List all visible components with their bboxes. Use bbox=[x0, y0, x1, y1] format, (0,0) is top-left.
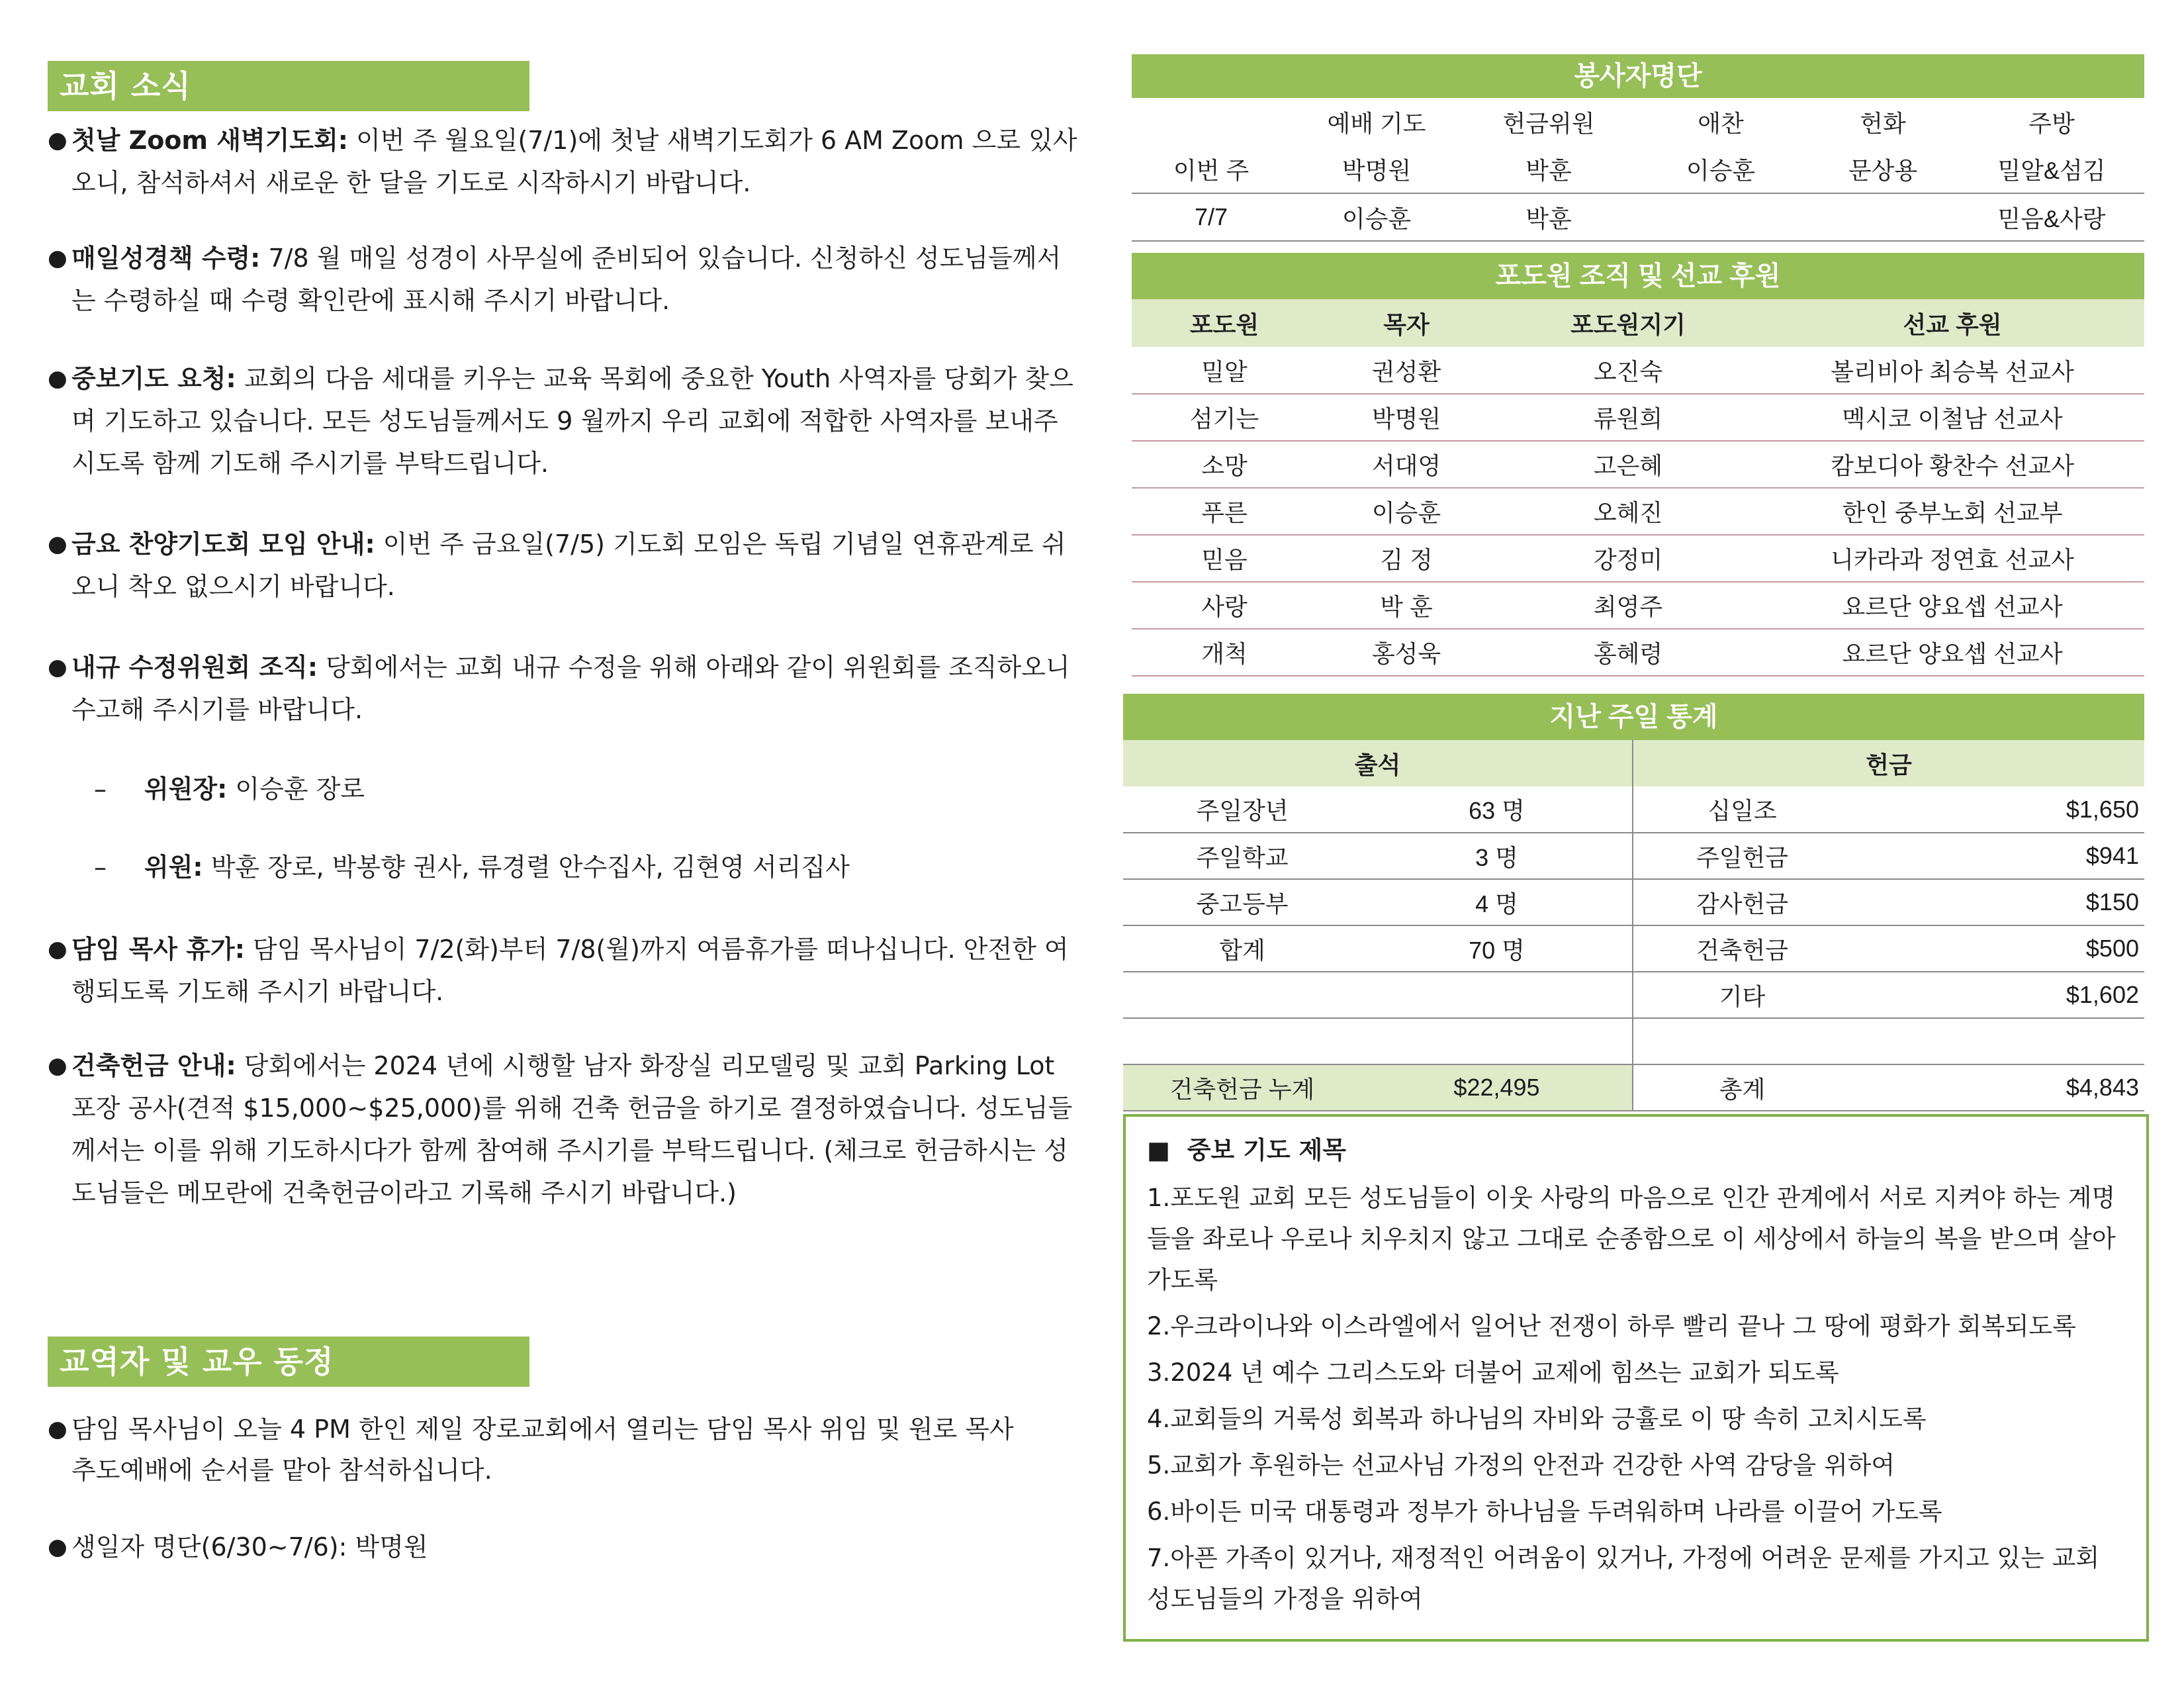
volunteers-table bbox=[1132, 98, 2144, 242]
prayer-item: 1.포도원 교회 모든 성도님들이 이웃 사랑의 마음으로 인간 관계에서 서로 지켜야 하는 계명들을 좌로나 우로나 치우치지 않고 그대로 순종함으로 이 세상에서 하늘의 복을 받으며 살아가도록 bbox=[1147, 1184, 2116, 1294]
vineyard-title: 포도원 조직 및 선교 후원 bbox=[1132, 253, 2144, 299]
table-cell: 푸른 bbox=[1132, 488, 1317, 535]
table-cell: 중고등부 bbox=[1123, 879, 1361, 925]
committee-members-label: 위원: bbox=[144, 853, 203, 882]
vineyard-header: 포도원지기 bbox=[1496, 299, 1760, 347]
table-header-row bbox=[1132, 98, 2144, 146]
volunteers-header: 애찬 bbox=[1698, 109, 1744, 137]
table-cell bbox=[1361, 972, 1633, 1018]
bullet-icon: ● bbox=[48, 1534, 68, 1560]
prayer-item: 7.아픈 가족이 있거나, 재정적인 어려움이 있거나, 가정에 어려운 문제를 가지고 있는 교회 성도님들의 가정을 위하여 bbox=[1147, 1544, 2100, 1613]
prayer-box bbox=[1123, 1114, 2149, 1642]
prayer-title: 중보 기도 제목 bbox=[1187, 1136, 1346, 1164]
table-cell: 김 정 bbox=[1317, 535, 1496, 582]
table-cell: 감사헌금 bbox=[1633, 879, 1851, 925]
news-item-head: 첫날 Zoom 새벽기도회: bbox=[71, 126, 348, 155]
prayer-item: 6.바이든 미국 대통령과 정부가 하나님을 두려워하며 나라를 이끌어 가도록 bbox=[1147, 1497, 1942, 1526]
table-row bbox=[1132, 441, 2144, 488]
table-row bbox=[1123, 925, 2144, 972]
volunteers-header: 헌화 bbox=[1860, 109, 1906, 137]
table-cell: 박명원 bbox=[1291, 146, 1463, 193]
table-cell: 요르단 양요셉 선교사 bbox=[1760, 629, 2144, 676]
table-cell bbox=[1633, 1018, 1851, 1064]
table-row bbox=[1132, 488, 2144, 535]
news-item bbox=[48, 357, 1080, 485]
prayer-item: 2.우크라이나와 이스라엘에서 일어난 전쟁이 하루 빨리 끝나 그 땅에 평화가 회복되도록 bbox=[1147, 1312, 2076, 1340]
table-cell: 멕시코 이철남 선교사 bbox=[1760, 394, 2144, 441]
table-cell bbox=[1807, 193, 1959, 241]
table-row bbox=[1123, 786, 2144, 833]
table-cell: 니카라과 정연효 선교사 bbox=[1760, 535, 2144, 582]
bullet-icon: ● bbox=[48, 127, 68, 154]
stats-title: 지난 주일 통계 bbox=[1123, 694, 2144, 740]
news-item-text: 당회에서는 2024 년에 시행할 남자 화장실 리모델링 및 교회 Parking Lot 포장 공사(견적 $15,000~$25,000)를 위해 건축 헌금을 하기로 결정하였습니다. 성도님들께서는 이를 위해 기도하시다가 함께 참여해 주시기를 부탁드립니다. (체크로 헌금하시는 성도님들은 메모란에 건축헌금이라고 기록해 주시기 바랍니다.) bbox=[71, 1051, 1073, 1207]
table-cell: 개척 bbox=[1132, 629, 1317, 676]
table-cell: 서대영 bbox=[1317, 441, 1496, 488]
bullet-icon: ● bbox=[48, 531, 68, 557]
news-item-text: 교회의 다음 세대를 키우는 교육 목회에 중요한 Youth 사역자를 당회가 찾으며 기도하고 있습니다. 모든 성도님들께서도 9 월까지 우리 교회에 적합한 사역자를 보내주시도록 함께 기도해 주시기를 부탁드립니다. bbox=[71, 364, 1073, 478]
prayer-item: 5.교회가 후원하는 선교사님 가정의 안전과 건강한 사역 감당을 위하여 bbox=[1147, 1451, 1895, 1479]
prayer-title-row bbox=[1147, 1130, 2125, 1171]
table-row bbox=[1123, 879, 2144, 925]
table-cell: $4,843 bbox=[1851, 1064, 2144, 1111]
news-item bbox=[48, 523, 1080, 608]
table-cell: 합계 bbox=[1123, 925, 1361, 972]
news-item bbox=[48, 237, 1080, 322]
table-cell: 캄보디아 황찬수 선교사 bbox=[1760, 441, 2144, 488]
table-cell: 이승훈 bbox=[1317, 488, 1496, 535]
table-cell: 믿음 bbox=[1132, 535, 1317, 582]
bullet-icon: ● bbox=[48, 1416, 68, 1442]
table-cell bbox=[1361, 1018, 1633, 1064]
news-item-head: 담임 목사 휴가: bbox=[71, 935, 245, 964]
table-cell: 요르단 양요셉 선교사 bbox=[1760, 582, 2144, 629]
volunteers-header bbox=[1132, 98, 1291, 146]
staff-item bbox=[48, 1526, 1040, 1568]
table-cell: 주일학교 bbox=[1123, 833, 1361, 879]
table-row bbox=[1132, 394, 2144, 441]
table-cell: 63 명 bbox=[1361, 786, 1633, 833]
staff-item-text: 생일자 명단(6/30~7/6): 박명원 bbox=[71, 1532, 428, 1562]
table-cell: $150 bbox=[1851, 879, 2144, 925]
news-item-head: 금요 찬양기도회 모임 안내: bbox=[71, 530, 375, 559]
table-cell bbox=[1851, 1018, 2144, 1064]
table-cell: 고은혜 bbox=[1496, 441, 1760, 488]
bullet-icon: ● bbox=[48, 654, 68, 680]
news-item bbox=[48, 928, 1080, 1013]
stats-offering-header: 헌금 bbox=[1633, 740, 2144, 786]
table-row bbox=[1132, 347, 2144, 394]
stats-attendance-header: 출석 bbox=[1123, 740, 1633, 786]
table-cell: 볼리비아 최승복 선교사 bbox=[1760, 347, 2144, 394]
table-cell: 밀알 bbox=[1132, 347, 1317, 394]
table-cell: $941 bbox=[1851, 833, 2144, 879]
prayer-item: 4.교회들의 거룩성 회복과 하나님의 자비와 긍휼로 이 땅 속히 고치시도록 bbox=[1147, 1405, 1927, 1433]
table-cell: 박 훈 bbox=[1317, 582, 1496, 629]
volunteers-header: 주방 bbox=[2028, 109, 2075, 137]
bullet-icon: ● bbox=[48, 1053, 68, 1079]
table-cell: 총계 bbox=[1633, 1064, 1851, 1111]
table-cell: 주일장년 bbox=[1123, 786, 1361, 833]
table-header-row bbox=[1123, 740, 2144, 786]
table-cell: 십일조 bbox=[1633, 786, 1851, 833]
news-item-head: 매일성경책 수령: bbox=[71, 244, 261, 273]
table-cell: 70 명 bbox=[1361, 925, 1633, 972]
table-row bbox=[1132, 629, 2144, 676]
table-cell bbox=[1123, 1018, 1361, 1064]
square-bullet-icon: ■ bbox=[1147, 1136, 1187, 1164]
table-cell: 기타 bbox=[1633, 972, 1851, 1018]
prayer-item: 3.2024 년 예수 그리스도와 더불어 교제에 힘쓰는 교회가 되도록 bbox=[1147, 1358, 1839, 1387]
news-item-head: 내규 수정위원회 조직: bbox=[71, 653, 318, 682]
table-row bbox=[1132, 146, 2144, 193]
news-item bbox=[48, 1045, 1080, 1214]
table-cell: $1,602 bbox=[1851, 972, 2144, 1018]
news-item-text: 7/8 월 매일 성경이 사무실에 준비되어 있습니다. 신청하신 성도님들께서는 수령하실 때 수령 확인란에 표시해 주시기 바랍니다. bbox=[71, 244, 1062, 315]
table-cell: 오진숙 bbox=[1496, 347, 1760, 394]
committee-chair-label: 위원장: bbox=[144, 774, 228, 804]
table-cell: 건축헌금 bbox=[1633, 925, 1851, 972]
table-cell: 한인 중부노회 선교부 bbox=[1760, 488, 2144, 535]
news-item-head: 건축헌금 안내: bbox=[71, 1051, 236, 1080]
news-item-text: 이번 주 월요일(7/1)에 첫날 새벽기도회가 6 AM Zoom 으로 있사오니, 참석하셔서 새로운 한 달을 기도로 시작하시기 바랍니다. bbox=[71, 126, 1077, 197]
table-cell: $500 bbox=[1851, 925, 2144, 972]
table-cell: 건축헌금 누계 bbox=[1123, 1064, 1361, 1111]
table-cell: 이승훈 bbox=[1291, 193, 1463, 241]
news-item-text: 이번 주 금요일(7/5) 기도회 모임은 독립 기념일 연휴관계로 쉬오니 착오 없으시기 바랍니다. bbox=[71, 530, 1066, 601]
table-cell: 류원희 bbox=[1496, 394, 1760, 441]
table-cell: 오혜진 bbox=[1496, 488, 1760, 535]
table-cell: 소망 bbox=[1132, 441, 1317, 488]
table-cell: 홍성욱 bbox=[1317, 629, 1496, 676]
committee-members: – 위원: 박훈 장로, 박봉향 권사, 류경렬 안수집사, 김현영 서리집사 bbox=[94, 853, 850, 882]
news-section-title: 교회 소식 bbox=[48, 61, 529, 111]
table-cell: 섬기는 bbox=[1132, 394, 1317, 441]
table-row bbox=[1123, 972, 2144, 1018]
table-row bbox=[1123, 833, 2144, 879]
table-row bbox=[1132, 535, 2144, 582]
volunteers-header: 헌금위원 bbox=[1502, 109, 1595, 137]
bullet-icon: ● bbox=[48, 365, 68, 392]
news-item-text: 담임 목사님이 7/2(화)부터 7/8(월)까지 여름휴가를 떠나십니다. 안전한 여행되도록 기도해 주시기 바랍니다. bbox=[71, 935, 1069, 1006]
table-cell: 주일헌금 bbox=[1633, 833, 1851, 879]
table-cell: 권성환 bbox=[1317, 347, 1496, 394]
vineyard-table bbox=[1132, 299, 2144, 677]
news-item-head: 중보기도 요청: bbox=[71, 364, 236, 393]
table-cell: 홍혜령 bbox=[1496, 629, 1760, 676]
vineyard-header: 포도원 bbox=[1132, 299, 1317, 347]
table-row bbox=[1123, 1018, 2144, 1064]
news-item bbox=[48, 119, 1080, 204]
committee-chair: – 위원장: 이승훈 장로 bbox=[94, 774, 365, 804]
vineyard-header: 목자 bbox=[1317, 299, 1496, 347]
news-item-text: 당회에서는 교회 내규 수정을 위해 아래와 같이 위원회를 조직하오니 수고해 주시기를 바랍니다. bbox=[71, 653, 1070, 724]
table-row bbox=[1132, 193, 2144, 241]
table-cell: 이승훈 bbox=[1635, 146, 1807, 193]
volunteers-header: 예배 기도 bbox=[1327, 109, 1426, 137]
table-cell: 문상용 bbox=[1807, 146, 1959, 193]
table-cell: $1,650 bbox=[1851, 786, 2144, 833]
table-cell bbox=[1635, 193, 1807, 241]
table-cell: 강정미 bbox=[1496, 535, 1760, 582]
table-cell: 7/7 bbox=[1132, 193, 1291, 241]
table-cell: 박훈 bbox=[1463, 146, 1635, 193]
committee-chair-name: 이승훈 장로 bbox=[227, 774, 365, 804]
table-cell: 4 명 bbox=[1361, 879, 1633, 925]
table-cell: 이번 주 bbox=[1132, 146, 1291, 193]
bullet-icon: ● bbox=[48, 245, 68, 271]
volunteers-title: 봉사자명단 bbox=[1132, 54, 2144, 98]
table-cell: 밀알&섬김 bbox=[1959, 146, 2144, 193]
table-cell: 3 명 bbox=[1361, 833, 1633, 879]
table-cell: 믿음&사랑 bbox=[1959, 193, 2144, 241]
news-item bbox=[48, 646, 1080, 731]
table-cell: $22,495 bbox=[1361, 1064, 1633, 1111]
committee-members-names: 박훈 장로, 박봉향 권사, 류경렬 안수집사, 김현영 서리집사 bbox=[203, 853, 850, 882]
table-header-row bbox=[1132, 299, 2144, 347]
table-cell: 최영주 bbox=[1496, 582, 1760, 629]
table-cell: 박훈 bbox=[1463, 193, 1635, 241]
table-cell: 사랑 bbox=[1132, 582, 1317, 629]
table-cell: 박명원 bbox=[1317, 394, 1496, 441]
vineyard-header: 선교 후원 bbox=[1760, 299, 2144, 347]
staff-item-text: 담임 목사님이 오늘 4 PM 한인 제일 장로교회에서 열리는 담임 목사 위임 및 원로 목사 추도예배에 순서를 맡아 참석하십니다. bbox=[71, 1415, 1014, 1485]
table-cell bbox=[1123, 972, 1361, 1018]
bullet-icon: ● bbox=[48, 936, 68, 962]
staff-item bbox=[48, 1409, 1040, 1491]
staff-section-title: 교역자 및 교우 동정 bbox=[48, 1336, 529, 1387]
table-row bbox=[1132, 582, 2144, 629]
stats-table bbox=[1123, 740, 2144, 1111]
table-row bbox=[1123, 1064, 2144, 1111]
